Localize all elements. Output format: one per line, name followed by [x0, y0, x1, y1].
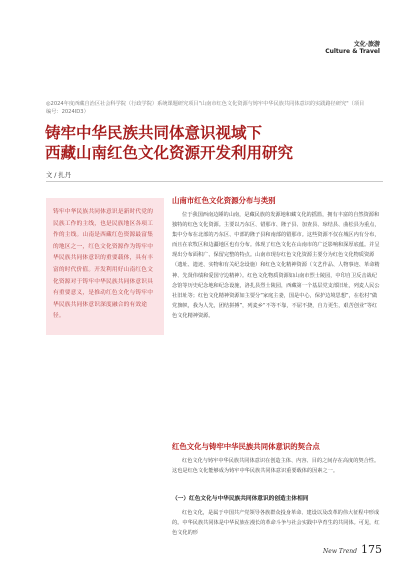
title-line-1: 铸牢中华民族共同体意识视域下 — [45, 123, 263, 142]
section-heading-distribution: 山南市红色文化资源分布与类别 — [172, 196, 276, 205]
journal-name: New Trend — [323, 548, 357, 555]
subsection-heading: （一）红色文化与中华民族共同体意识的创造主体相同 — [172, 496, 309, 502]
section-heading-fit: 红色文化与铸牢中华民族共同体意识的契合点 — [172, 442, 320, 451]
title-line-2: 西藏山南红色文化资源开发利用研究 — [45, 143, 294, 163]
page-number: 175 — [361, 543, 382, 556]
author-byline: 文 / 扎丹 — [46, 172, 72, 179]
paragraph: 位于我国西南边陲的山南，是藏民族的发源地和藏文化的摇篮，拥有丰富的自然资源和独特的红色文化资源。主要以乃东区、错那市、隆子县、加查县、琼结县、曲松县为重点，集中分布在北部的乃东区、中部的隆子县和南部的错那市。这些资源不仅在城区内有分布，而且在农牧区和边疆地区也有分布。体现了红色文化在山南市的广泛影响和深厚底蕴。并呈现出分布面积广、保留完整的特点。山南市现存红色文化资源主要分为红色文化物质资源（遗址、遗迹、实物和有关纪念设施）和红色文化精神资源（文艺作品、人物事迹、革命精神、先贤伟绩和爱国守边精神）。红色文化物质资源如山南市烈士陵园，中印自卫反击战纪念馆等历史纪念地和纪念设施，洛扎县烈士陵园，西藏第一个基层党支部旧址，列麦人民公社旧址等；红色文化精神资源如主要分“家庭主妻，国是中心，保护边境思想”，在松村“做党旗帜，我为人先，团结拼搏”，列麦乡“不等不靠，不屈不挠，自力更生，艰苦创业”等红色文化精神资源。 — [172, 212, 380, 319]
article-title — [45, 123, 375, 163]
section-header — [325, 42, 380, 56]
page-footer — [323, 543, 382, 556]
section-label-chinese: 文化·旅游 — [353, 41, 380, 48]
abstract-box — [46, 198, 164, 335]
section-label-english: Culture & Travel — [325, 47, 380, 55]
paragraph: 红色文化，是属于中国共产党领导各族群众投身革命、建设以及改革的伟大征程中形成的。中华民族共同体是中华民族在漫长的革命斗争与社会实践中孕育生的共同体。可见，红色文化的形 — [172, 510, 380, 537]
author-divider — [46, 181, 383, 182]
funding-note: ◎2024年度西藏自治区社会科学院（行政学院）系统课题研究项目"山南市红色文化资源与铸牢中华民族共同体意识的实践路径研究"（项目编号：2024ID3） — [46, 101, 365, 116]
abstract-text: 铸牢中华民族共同体意识是新时代党的民族工作的主线，也是民族地区各项工作的主线。山南是西藏红色资源最富集的地区之一，红色文化资源作为铸牢中华民族共同体意识的重要载体，具有丰富的时代价值。开发利用好山南红色文化资源对于铸牢中华民族共同体意识具有重要意义，是推动红色文化与铸牢中华民族共同体意识深度融合的有效途径。 — [53, 209, 154, 320]
paragraph: 红色文化与铸牢中华民族共同体意识在创造主体、内容、目的之间存在高度的契合性。这也是红色文化能够成为铸牢中华民族共同体意识重要载体的因素之一。 — [172, 458, 380, 475]
